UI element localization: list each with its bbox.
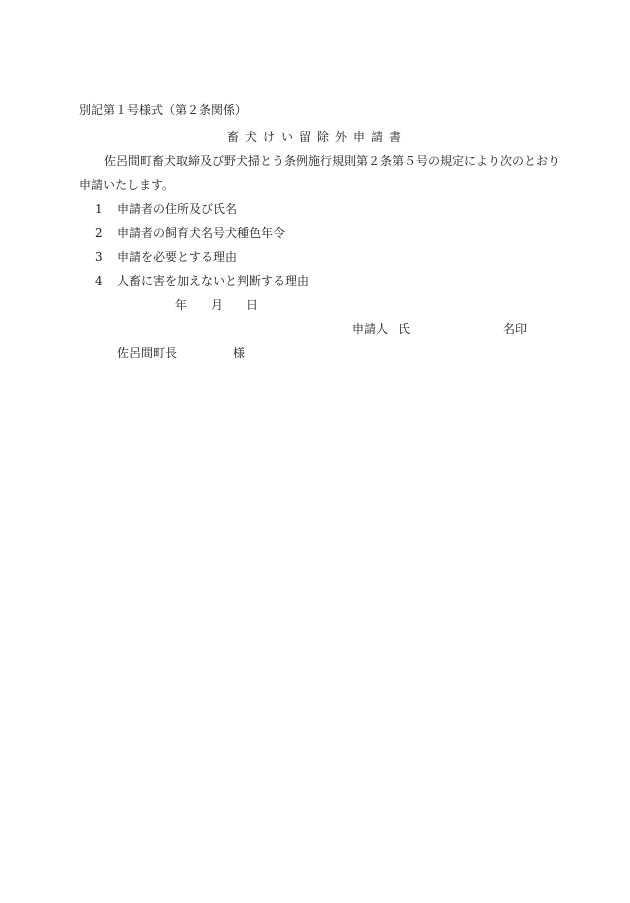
list-item xyxy=(95,225,285,241)
document-title: 畜犬けい留除外申請書 xyxy=(227,130,408,144)
list-item-number: 2 xyxy=(95,226,103,240)
applicant-label: 申請人 xyxy=(352,322,389,336)
date-day-label: 日 xyxy=(246,298,259,312)
list-item-number: 4 xyxy=(95,274,103,288)
applicant-seal-label: 名印 xyxy=(503,322,528,336)
intro-paragraph-line-1: 佐呂間町畜犬取締及び野犬掃とう条例施行規則第２条第５号の規定により次のとおり xyxy=(104,154,561,168)
list-item-number: 1 xyxy=(95,202,103,216)
list-item xyxy=(95,273,309,289)
list-item-text: 申請を必要とする理由 xyxy=(117,250,238,264)
applicant-name-label: 氏 xyxy=(398,322,411,336)
form-label: 別記第１号様式（第２条関係） xyxy=(79,103,248,117)
intro-paragraph-line-2: 申請いたします。 xyxy=(79,178,175,192)
list-item-text: 人畜に害を加えないと判断する理由 xyxy=(117,274,310,288)
date-month-label: 月 xyxy=(211,298,224,312)
list-item xyxy=(95,201,237,217)
list-item-number: 3 xyxy=(95,250,103,264)
list-item-text: 申請者の飼育犬名号犬種色年令 xyxy=(117,226,286,240)
addressee-honorific: 様 xyxy=(233,346,246,360)
list-item-text: 申請者の住所及び氏名 xyxy=(117,202,238,216)
addressee-name: 佐呂間町長 xyxy=(117,346,178,360)
date-year-label: 年 xyxy=(175,298,188,312)
list-item xyxy=(95,249,237,265)
